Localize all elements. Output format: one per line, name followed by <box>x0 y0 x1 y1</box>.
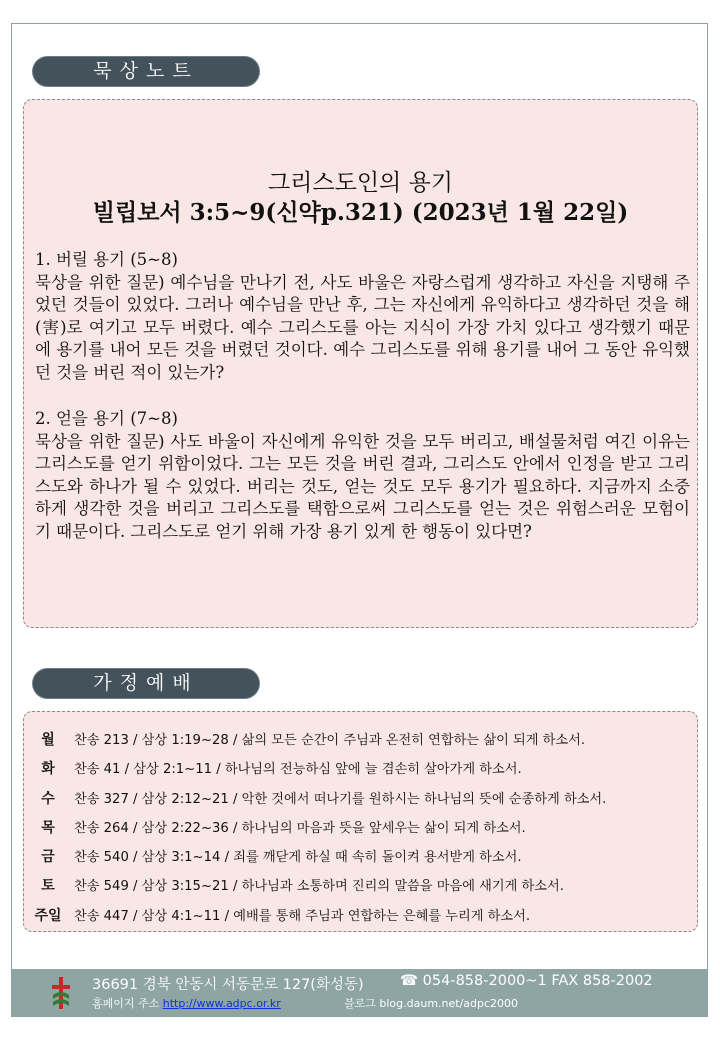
worship-list <box>32 726 692 931</box>
worship-text: 찬송 41 / 삼상 2:1~11 / 하나님의 전능하심 앞에 늘 겸손히 살아가게 하소서. <box>74 762 522 778</box>
worship-row-sat <box>32 872 692 901</box>
worship-text: 찬송 540 / 삼상 3:1~14 / 죄를 깨닫게 하실 때 속히 돌이켜 용서받게 하소서. <box>74 850 522 866</box>
worship-text: 찬송 264 / 삼상 2:22~36 / 하나님의 마음과 뜻을 앞세우는 삶이 되게 하소서. <box>74 820 526 836</box>
section-title: 1. 버릴 용기 (5~8) <box>35 250 178 269</box>
footer-phone: ☎ 054-858-2000~1 FAX 858-2002 <box>400 973 653 989</box>
worship-text: 찬송 327 / 삼상 2:12~21 / 악한 것에서 떠나기를 원하시는 하나님의 뜻에 순종하게 하소서. <box>74 791 607 807</box>
meditation-section-2 <box>35 408 690 544</box>
homepage-label: 홈페이지 주소 <box>92 997 160 1010</box>
worship-text: 찬송 213 / 삼상 1:19~28 / 삶의 모든 순간이 주님과 온전히 연합하는 삶이 되게 하소서. <box>74 733 586 748</box>
worship-box <box>23 711 698 932</box>
worship-text: 찬송 549 / 삼상 3:15~21 / 하나님과 소통하며 진리의 말씀을 마음에 새기게 하소서. <box>74 879 564 895</box>
meditation-box <box>23 99 698 628</box>
scripture-reference: 빌립보서 3:5~9(신약p.321) (2023년 1월 22일) <box>92 199 629 226</box>
day-label: 목 <box>41 819 55 836</box>
footer-line-2 <box>92 995 519 1011</box>
footer-line-1 <box>92 973 653 994</box>
meditation-title: 그리스도인의 용기 <box>267 170 454 196</box>
worship-row-tue <box>32 755 692 784</box>
day-label: 수 <box>41 790 55 807</box>
worship-row-fri <box>32 843 692 872</box>
worship-row-mon <box>32 726 692 755</box>
section-title: 2. 얻을 용기 (7~8) <box>35 409 178 428</box>
day-label: 주일 <box>34 907 62 924</box>
day-label: 월 <box>41 732 55 748</box>
worship-row-sun <box>32 902 692 931</box>
homepage-link[interactable]: http://www.adpc.or.kr <box>162 997 281 1010</box>
day-label: 금 <box>41 849 55 866</box>
section-body: 묵상을 위한 질문) 사도 바울이 자신에게 유익한 것을 모두 버리고, 배설물처럼 여긴 이유는 그리스도를 얻기 위함이었다. 그는 모든 것을 버린 결과, 그리스도 안에서 인정을 받고 그리스도와 하나가 될 수 있었다. 버리는 것도, 얻는 것도 모두 용기가 필요하다. 지금까지 소중하게 생각한 것을 버리고 그리스도를 택함으로써 그리스도를 얻는 것은 위험스러운 모험이기 때문이다. 그리스도로 얻기 위해 가장 용기 있게 한 행동이 있다면? <box>35 431 690 541</box>
meditation-section-1 <box>35 249 690 385</box>
worship-row-wed <box>32 785 692 814</box>
section-body: 묵상을 위한 질문) 예수님을 만나기 전, 사도 바울은 자랑스럽게 생각하고 자신을 지탱해 주었던 것들이 있었다. 그러나 예수님을 만난 후, 그는 자신에게 유익하다고 생각하던 것을 해(害)로 여기고 모두 버렸다. 예수 그리스도를 아는 지식이 가장 가치 있다고 생각했기 때문에 용기를 내어 모든 것을 버렸던 것이다. 예수 그리스도를 위해 용기를 내어 그 동안 유익했던 것을 버린 적이 있는가? <box>35 272 690 382</box>
worship-text: 찬송 447 / 삼상 4:1~11 / 예배를 통해 주님과 연합하는 은혜를 누리게 하소서. <box>74 908 531 924</box>
church-logo-icon <box>50 975 72 1011</box>
meditation-header: 묵상노트 <box>33 57 259 86</box>
footer-blog: 블로그 blog.daum.net/adpc2000 <box>344 997 519 1010</box>
day-label: 화 <box>41 761 55 778</box>
footer <box>12 969 707 1016</box>
worship-header: 가정예배 <box>33 669 259 698</box>
worship-row-thu <box>32 814 692 843</box>
day-label: 토 <box>41 878 55 895</box>
footer-address: 36691 경북 안동시 서동문로 127(화성동) <box>92 977 364 993</box>
